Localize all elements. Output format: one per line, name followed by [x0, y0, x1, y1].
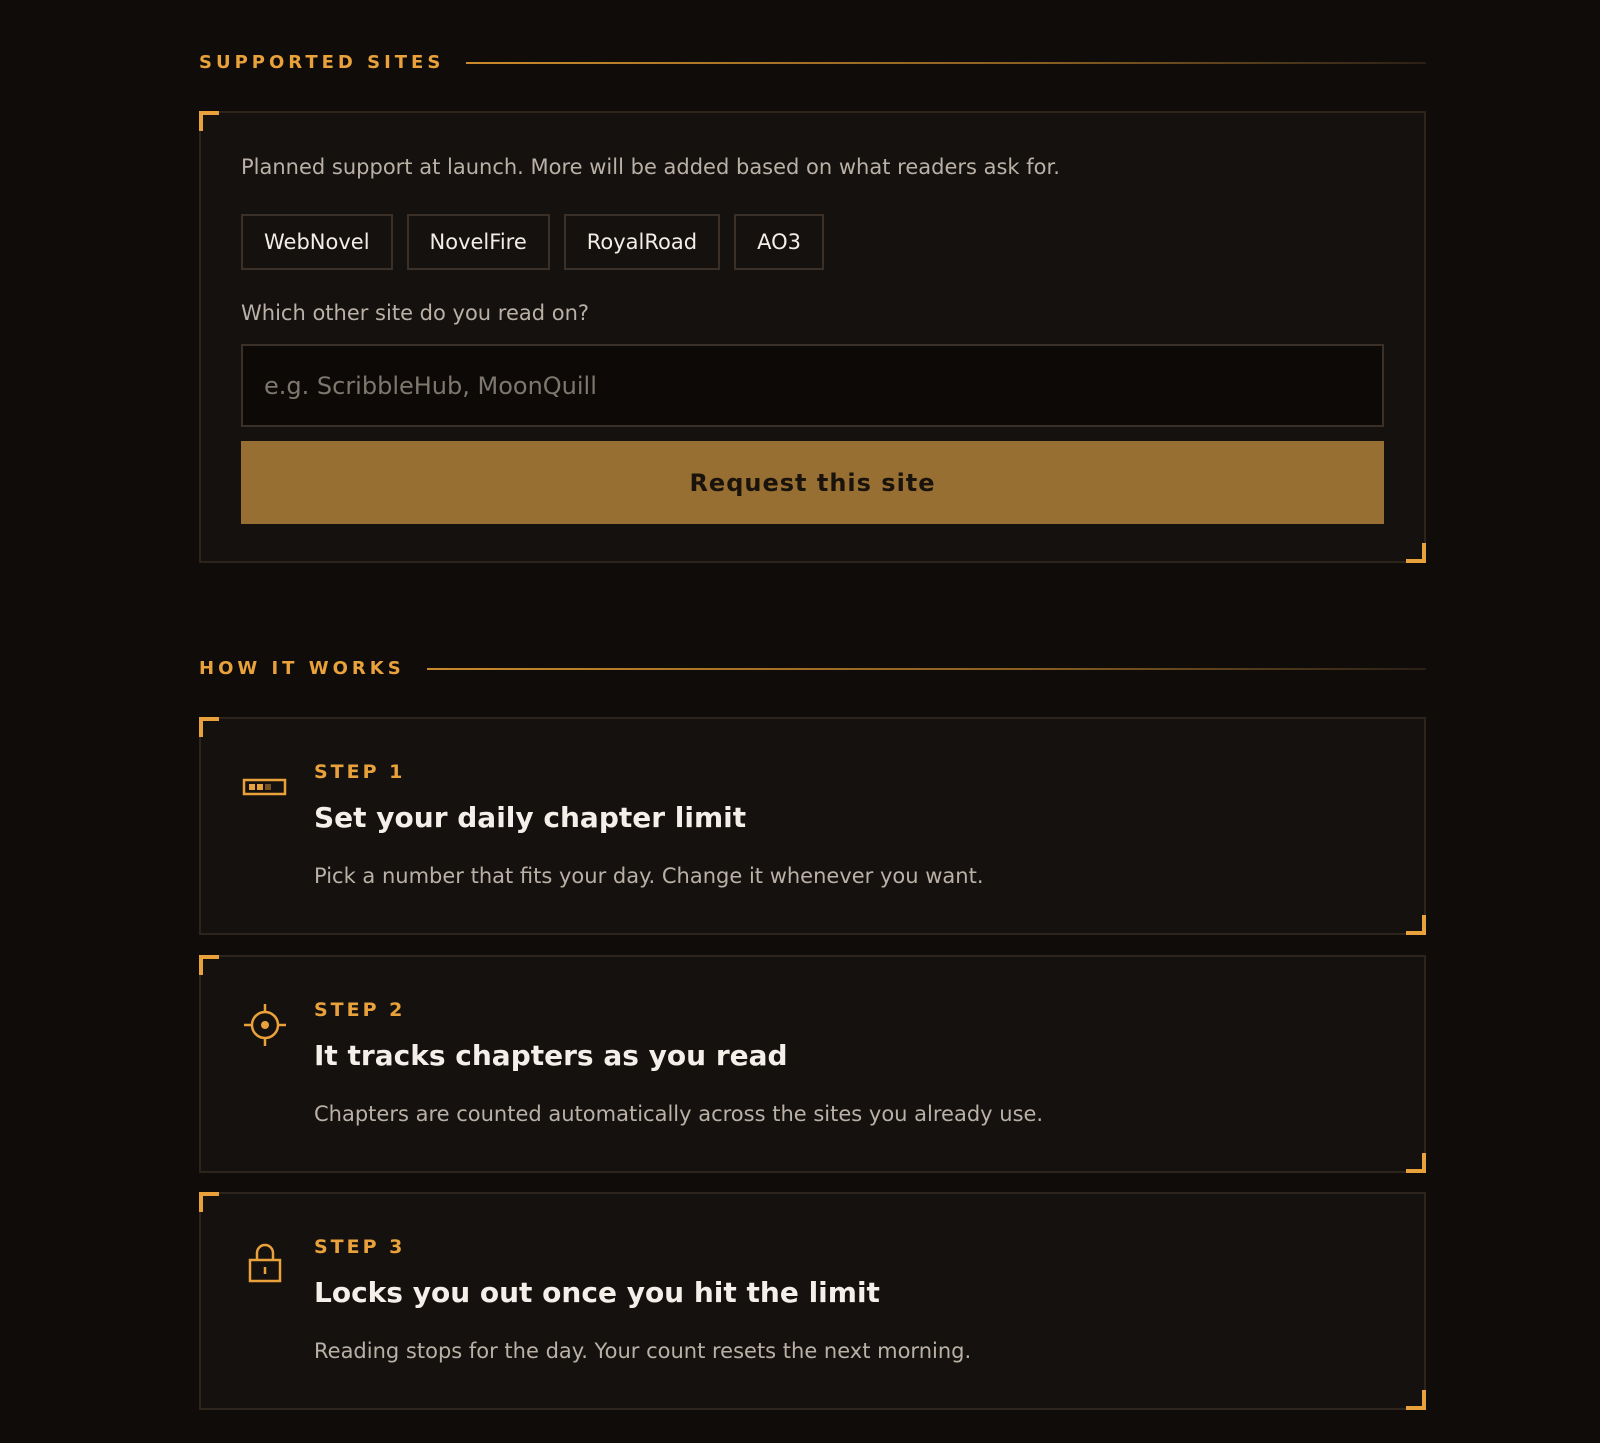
section-divider: [427, 668, 1426, 670]
step-number: STEP 1: [314, 761, 406, 783]
how-it-works-header: [199, 658, 1426, 679]
site-chip-list: [241, 214, 824, 270]
site-chip-webnovel[interactable]: WebNovel: [241, 214, 393, 270]
step-description: Reading stops for the day. Your count resets the next morning.: [314, 1339, 972, 1363]
step-title: Set your daily chapter limit: [314, 801, 747, 834]
step-number: STEP 2: [314, 999, 406, 1021]
corner-bracket-bottom-right: [1406, 543, 1426, 563]
site-chip-ao3[interactable]: AO3: [734, 214, 824, 270]
step-card-1: [199, 717, 1426, 935]
request-site-button[interactable]: Request this site: [241, 441, 1384, 524]
step-description: Pick a number that fits your day. Change it whenever you want.: [314, 864, 984, 888]
supported-sites-header: [199, 52, 1426, 73]
supported-sites-title: SUPPORTED SITES: [199, 52, 445, 73]
corner-bracket-top-left: [199, 111, 219, 131]
step-description: Chapters are counted automatically across the sites you already use.: [314, 1102, 1044, 1126]
corner-bracket-bottom-right: [1406, 1390, 1426, 1410]
supported-sites-panel: [199, 111, 1426, 563]
step-title: It tracks chapters as you read: [314, 1039, 788, 1072]
corner-bracket-bottom-right: [1406, 1153, 1426, 1173]
battery-gauge-icon: [241, 763, 289, 811]
corner-bracket-top-left: [199, 717, 219, 737]
other-site-label: Which other site do you read on?: [241, 301, 590, 325]
how-it-works-title: HOW IT WORKS: [199, 658, 405, 679]
sites-intro-text: Planned support at launch. More will be added based on what readers ask for.: [241, 155, 1060, 179]
site-chip-royalroad[interactable]: RoyalRoad: [564, 214, 720, 270]
corner-bracket-bottom-right: [1406, 915, 1426, 935]
lock-icon: [241, 1238, 289, 1286]
corner-bracket-top-left: [199, 955, 219, 975]
section-divider: [466, 62, 1426, 64]
step-title: Locks you out once you hit the limit: [314, 1276, 880, 1309]
site-request-input[interactable]: [241, 344, 1384, 427]
step-number: STEP 3: [314, 1236, 406, 1258]
crosshair-icon: [241, 1001, 289, 1049]
site-chip-novelfire[interactable]: NovelFire: [407, 214, 550, 270]
corner-bracket-top-left: [199, 1192, 219, 1212]
step-card-3: [199, 1192, 1426, 1410]
step-card-2: [199, 955, 1426, 1173]
